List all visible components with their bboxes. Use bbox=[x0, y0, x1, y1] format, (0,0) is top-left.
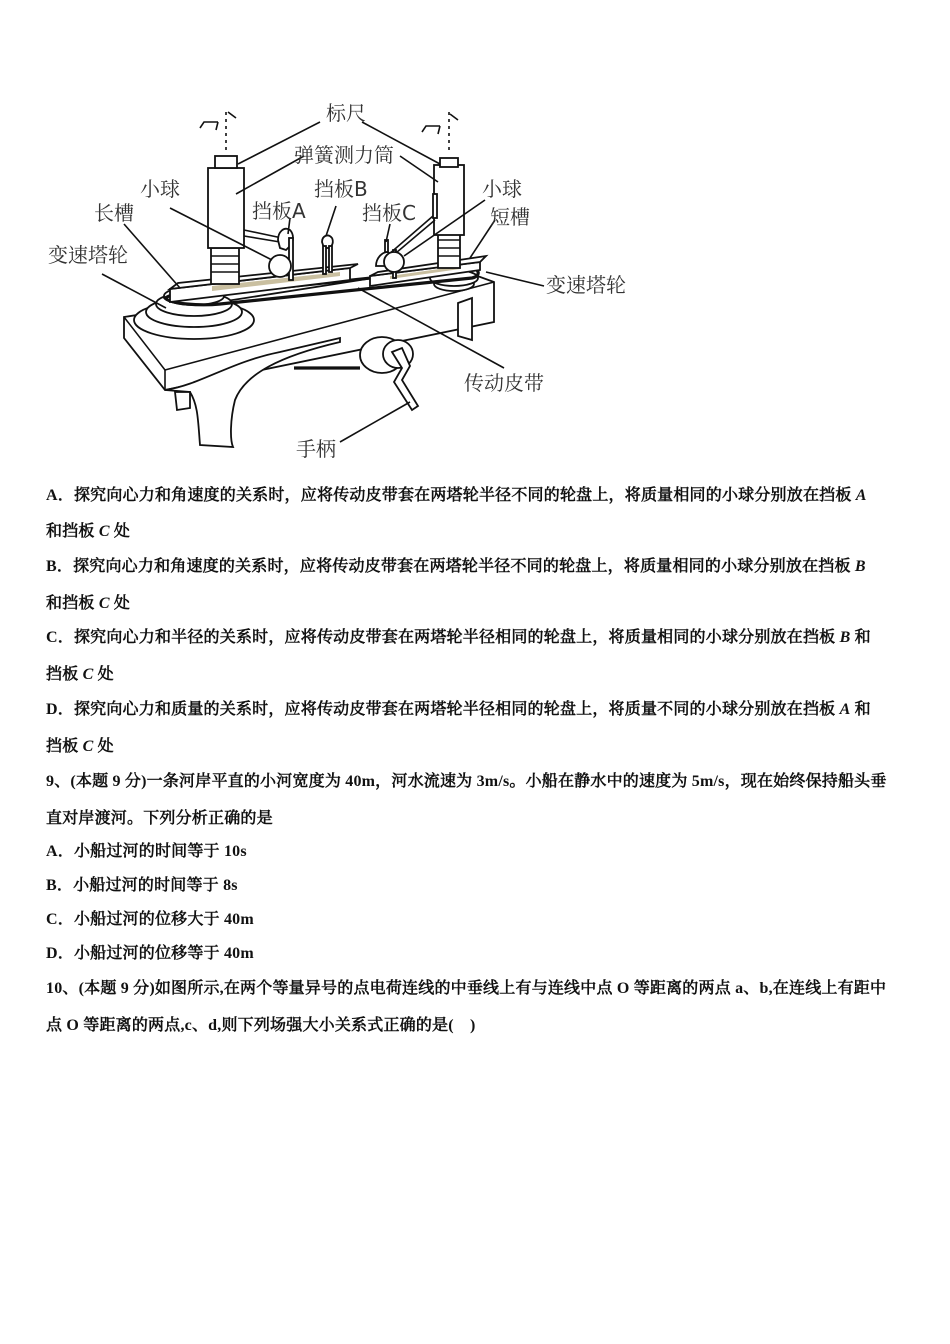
q10-stem-line2: 点 O 等距离的两点,c、d,则下列场强大小关系式正确的是( ) bbox=[46, 1017, 476, 1034]
q8-option-c-line1: C．探究向心力和半径的关系时，应将传动皮带套在两塔轮半径相同的轮盘上，将质量相同的小球分别放在挡板 B 和 bbox=[46, 629, 871, 646]
label-baffle-c: 挡板C bbox=[362, 201, 416, 225]
label-baffle-a: 挡板A bbox=[252, 199, 306, 223]
q8-option-a-line1: A．探究向心力和角速度的关系时，应将传动皮带套在两塔轮半径不同的轮盘上，将质量相同的小球分别放在挡板 A bbox=[46, 487, 867, 504]
hand-crank bbox=[392, 348, 418, 410]
right-ball bbox=[384, 252, 404, 272]
label-handle: 手柄 bbox=[296, 437, 336, 461]
q8-option-a-line2: 和挡板 C 处 bbox=[46, 523, 131, 540]
q9-option-d: D．小船过河的位移等于 40m bbox=[46, 945, 254, 962]
label-ruler: 标尺 bbox=[326, 101, 366, 125]
q10-stem-line1: 10、(本题 9 分)如图所示,在两个等量异号的点电荷连线的中垂线上有与连线中点 O 等距离的两点 a、b,在连线上有距中 bbox=[46, 980, 887, 997]
apparatus-diagram bbox=[40, 90, 660, 470]
q8-option-d-line1: D．探究向心力和质量的关系时，应将传动皮带套在两塔轮半径相同的轮盘上，将质量不同的小球分别放在挡板 A 和 bbox=[46, 701, 871, 718]
label-spring-gauge: 弹簧测力筒 bbox=[294, 143, 394, 167]
label-short-slot: 短槽 bbox=[490, 205, 530, 229]
label-ball-right: 小球 bbox=[482, 177, 522, 201]
q8-option-c-line2: 挡板 C 处 bbox=[46, 666, 114, 683]
label-pulley-left: 变速塔轮 bbox=[48, 243, 128, 267]
q8-option-d-line2: 挡板 C 处 bbox=[46, 738, 114, 755]
label-ball-left: 小球 bbox=[140, 177, 180, 201]
q9-option-a: A．小船过河的时间等于 10s bbox=[46, 843, 247, 860]
right-spring-gauge bbox=[422, 112, 464, 268]
label-belt: 传动皮带 bbox=[464, 371, 544, 395]
q9-stem-line2: 直对岸渡河。下列分析正确的是 bbox=[46, 810, 273, 827]
centripetal-force-apparatus-figure bbox=[40, 90, 660, 470]
label-pulley-right: 变速塔轮 bbox=[546, 273, 626, 297]
q9-option-b: B．小船过河的时间等于 8s bbox=[46, 877, 238, 894]
q9-option-c: C．小船过河的位移大于 40m bbox=[46, 911, 254, 928]
q9-stem-line1: 9、(本题 9 分)一条河岸平直的小河宽度为 40m，河水流速为 3m/s。小船在静水中的速度为 5m/s，现在始终保持船头垂 bbox=[46, 773, 887, 790]
q8-option-b-line2: 和挡板 C 处 bbox=[46, 595, 131, 612]
q8-option-b-line1: B．探究向心力和角速度的关系时，应将传动皮带套在两塔轮半径不同的轮盘上，将质量相同的小球分别放在挡板 B bbox=[46, 558, 866, 575]
label-long-slot: 长槽 bbox=[94, 201, 134, 225]
label-baffle-b: 挡板B bbox=[314, 177, 368, 201]
left-ball bbox=[269, 255, 291, 277]
